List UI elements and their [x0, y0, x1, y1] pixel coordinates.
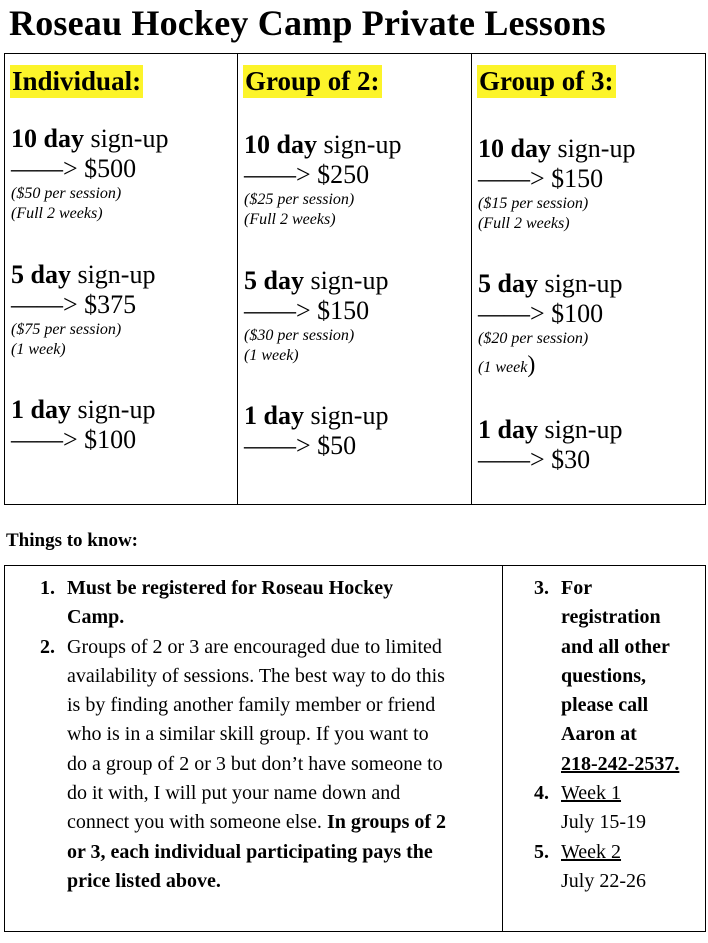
option-days: 1 day — [244, 401, 304, 430]
list-text: is by finding another family member or friend — [67, 694, 436, 717]
option-note: ($30 per session) — [244, 327, 355, 344]
list-number: 4. — [534, 782, 549, 805]
list-text: Camp. — [67, 606, 125, 629]
list-item — [534, 838, 701, 897]
option-note: (Full 2 weeks) — [11, 205, 103, 222]
week-label: Week 2 — [561, 840, 622, 863]
list-text: do a group of 2 or 3 but don’t have someone to — [67, 752, 443, 775]
option-10-day — [244, 130, 401, 230]
option-note: (1 week) — [11, 341, 66, 358]
list-text: do it with, I will put your name down and — [67, 782, 401, 805]
pricing-column-group-of-2 — [238, 54, 472, 504]
option-5-day — [244, 266, 388, 366]
option-note — [478, 352, 622, 378]
option-days: 10 day — [244, 130, 317, 159]
option-note: (Full 2 weeks) — [478, 215, 570, 232]
list-text: please call — [561, 694, 649, 717]
list-item — [534, 779, 701, 838]
option-signup: sign-up — [83, 124, 169, 153]
option-note: (Full 2 weeks) — [244, 211, 336, 228]
option-note: ($25 per session) — [244, 191, 355, 208]
pricing-column-individual — [5, 54, 238, 504]
list-text: registration — [561, 606, 661, 629]
option-signup: sign-up — [70, 260, 156, 289]
option-days: 1 day — [478, 415, 538, 444]
list-number: 3. — [534, 577, 549, 599]
column-header: Individual: — [12, 66, 142, 96]
week-dates: July 15-19 — [561, 811, 646, 834]
option-note-text: (1 week — [478, 359, 528, 376]
info-right-cell — [503, 566, 705, 931]
info-left-cell — [5, 566, 503, 931]
page-title: Roseau Hockey Camp Private Lessons — [9, 3, 606, 43]
option-price: ——> $500 — [11, 154, 137, 183]
list-text-bold: In groups of 2 — [326, 811, 447, 834]
list-text: For — [561, 577, 593, 599]
option-price: ——> $100 — [478, 299, 604, 328]
option-days: 10 day — [478, 134, 551, 163]
option-note: ($20 per session) — [478, 330, 589, 347]
list-text: Must be registered for Roseau Hockey — [67, 577, 394, 599]
option-note: ($15 per session) — [478, 195, 589, 212]
list-text — [67, 808, 499, 837]
info-list-right — [534, 574, 701, 896]
option-days: 10 day — [11, 124, 84, 153]
list-text: and all other — [561, 635, 670, 658]
week-dates: July 22-26 — [561, 869, 646, 892]
option-signup: sign-up — [303, 401, 389, 430]
option-days: 5 day — [11, 260, 71, 289]
option-price: ——> $100 — [11, 425, 137, 454]
list-text-plain: connect you with someone else. — [67, 811, 327, 834]
column-header: Group of 3: — [479, 66, 614, 96]
list-number: 1. — [40, 577, 55, 599]
list-text: who is in a similar skill group. If you want to — [67, 723, 429, 746]
option-1-day — [11, 395, 155, 455]
option-1-day — [244, 401, 388, 461]
option-5-day — [11, 260, 155, 360]
option-days: 5 day — [478, 269, 538, 298]
option-note: ($75 per session) — [11, 321, 122, 338]
list-item — [40, 574, 499, 633]
option-1-day — [478, 415, 622, 475]
option-signup: sign-up — [303, 266, 389, 295]
option-days: 1 day — [11, 395, 71, 424]
option-price: ——> $150 — [244, 296, 370, 325]
option-10-day — [478, 134, 635, 234]
option-signup: sign-up — [537, 269, 623, 298]
option-note: ($50 per session) — [11, 185, 122, 202]
option-price: ——> $150 — [478, 164, 604, 193]
column-header: Group of 2: — [245, 66, 380, 96]
pricing-table — [4, 53, 706, 505]
option-signup: sign-up — [70, 395, 156, 424]
list-number: 2. — [40, 635, 55, 658]
list-text: questions, — [561, 664, 647, 687]
option-days: 5 day — [244, 266, 304, 295]
option-5-day — [478, 269, 622, 378]
phone-number: 218-242-2537. — [561, 752, 680, 775]
option-signup: sign-up — [537, 415, 623, 444]
info-list-left — [40, 574, 499, 896]
option-note: (1 week) — [244, 347, 299, 364]
option-signup: sign-up — [316, 130, 402, 159]
option-price: ——> $50 — [244, 431, 357, 460]
option-price: ——> $250 — [244, 160, 370, 189]
list-item — [534, 574, 701, 779]
things-to-know-heading: Things to know: — [6, 530, 138, 551]
list-text: Aaron at — [561, 723, 637, 746]
list-text: Groups of 2 or 3 are encouraged due to limited — [67, 635, 442, 658]
info-table — [4, 565, 706, 932]
option-note-paren: ) — [527, 352, 536, 378]
option-price: ——> $375 — [11, 290, 137, 319]
option-10-day — [11, 124, 168, 224]
week-label: Week 1 — [561, 782, 622, 805]
option-signup: sign-up — [550, 134, 636, 163]
list-item — [40, 633, 499, 897]
list-text: or 3, each individual participating pays the — [67, 840, 433, 863]
pricing-column-group-of-3 — [472, 54, 704, 504]
list-text: availability of sessions. The best way to do this — [67, 664, 445, 687]
list-number: 5. — [534, 840, 549, 863]
list-text: price listed above. — [67, 869, 221, 892]
option-price: ——> $30 — [478, 445, 591, 474]
